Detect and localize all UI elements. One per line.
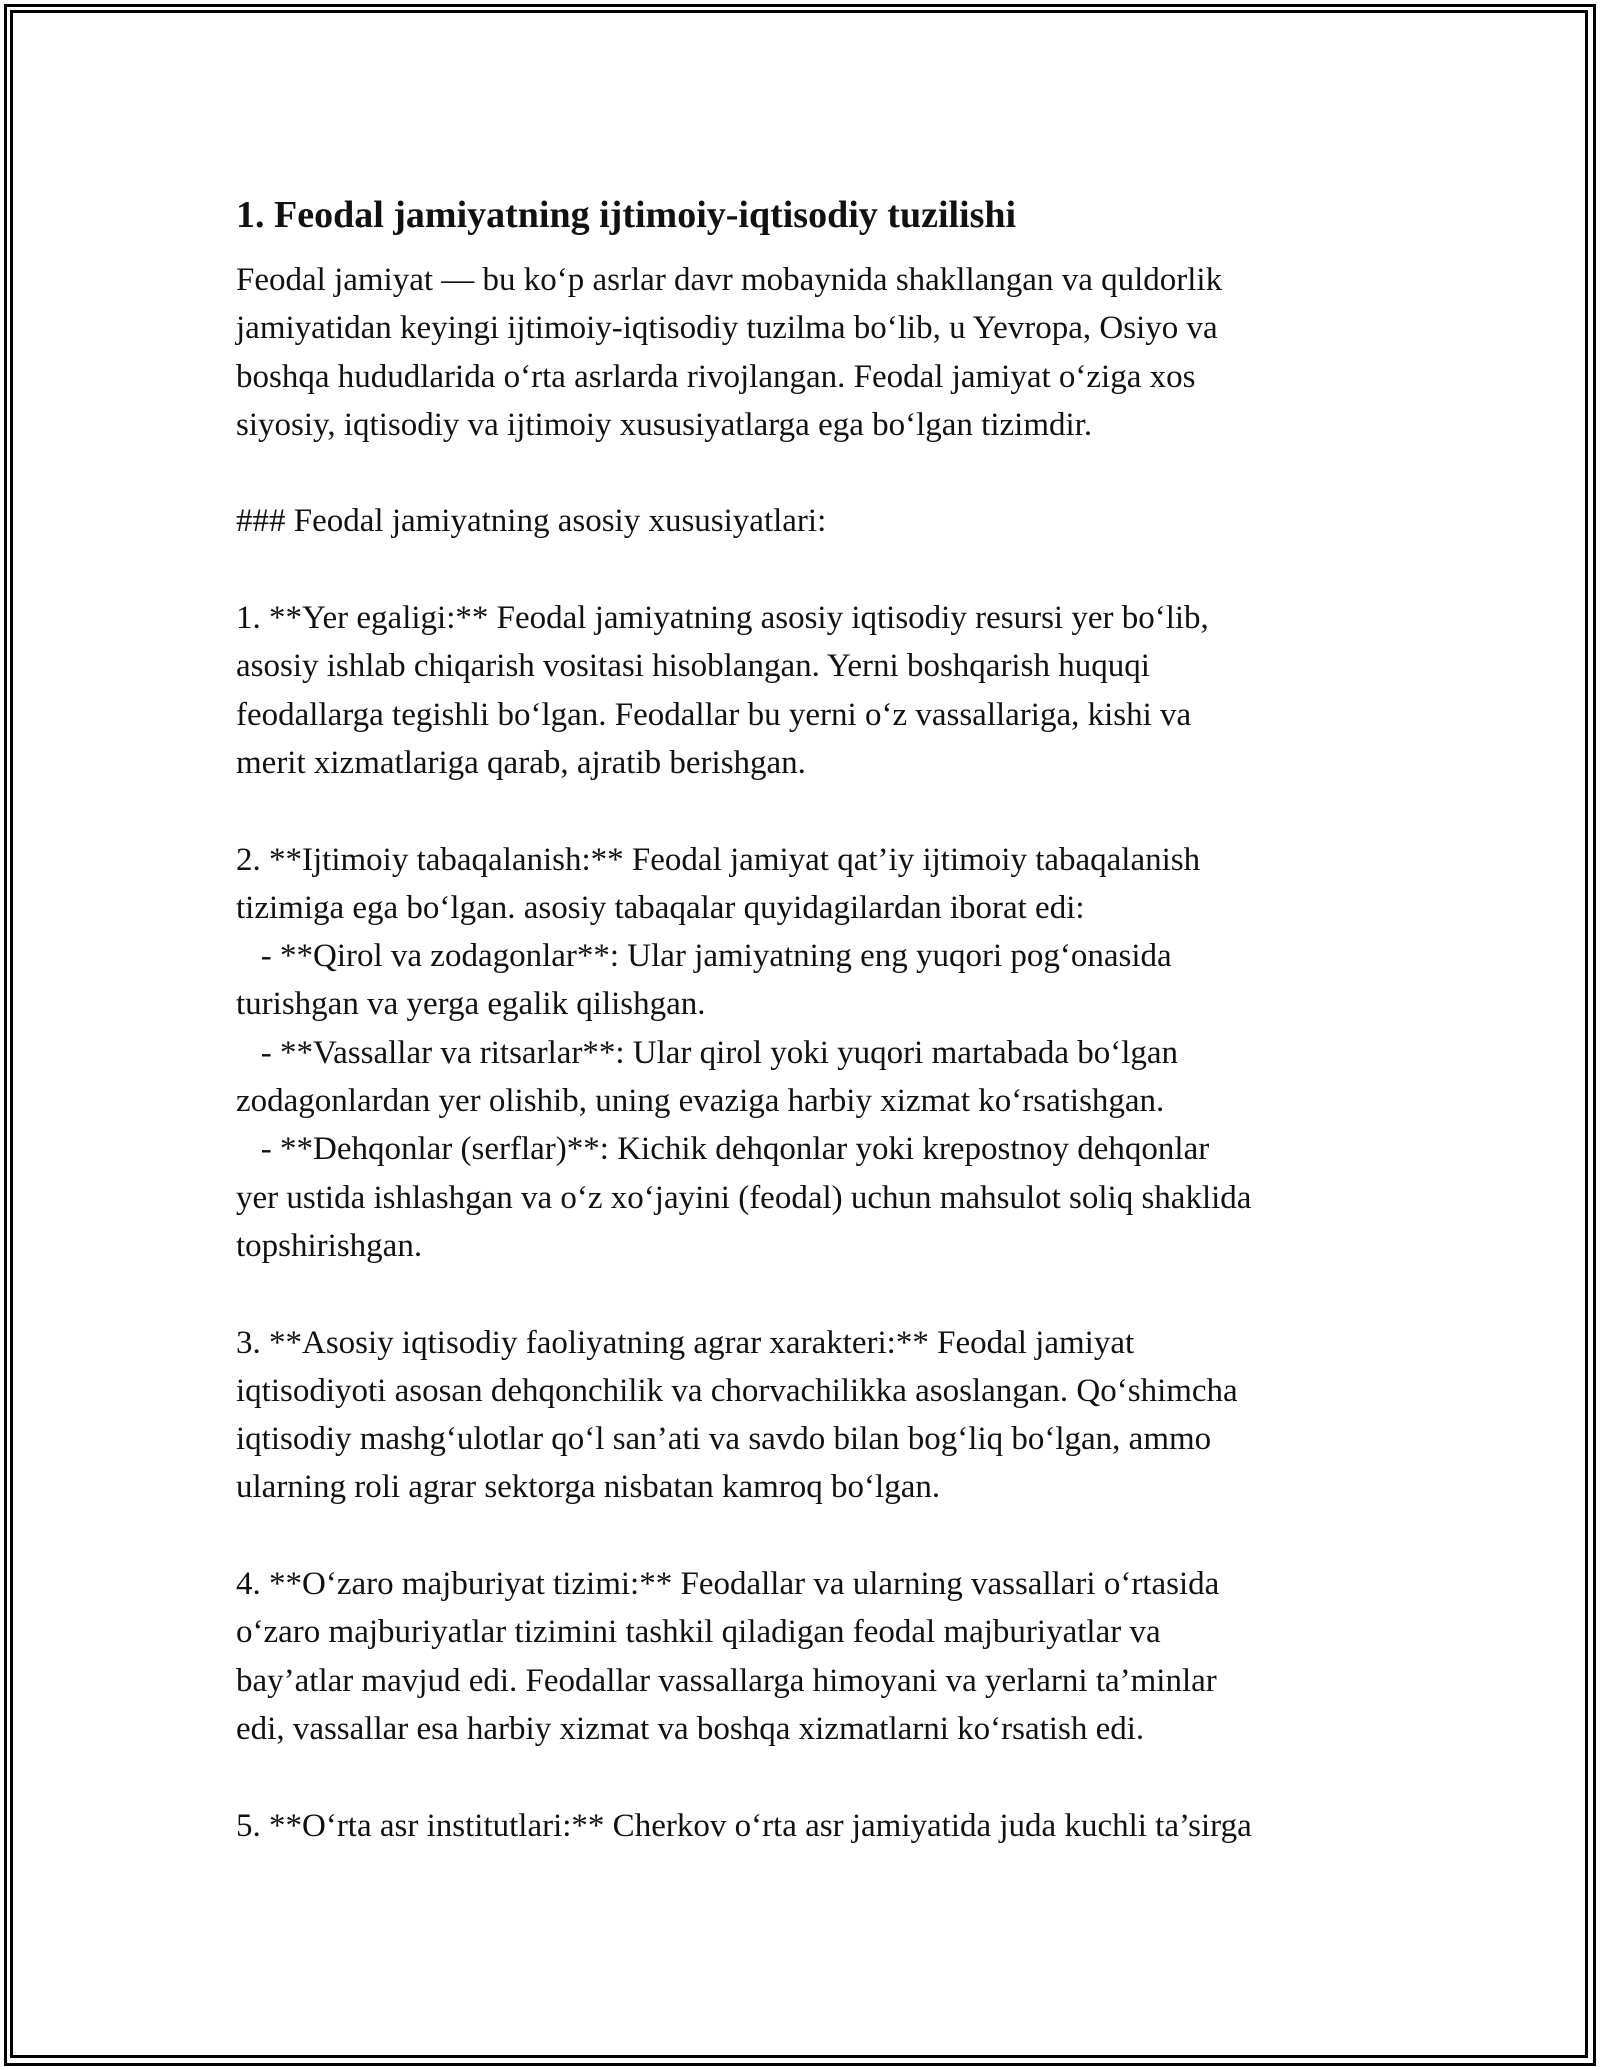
text-line: ularning roli agrar sektorga nisbatan kamroq bo‘lgan. <box>236 1469 941 1506</box>
text-line: turishgan va yerga egalik qilishgan. <box>236 986 706 1023</box>
text-line: iqtisodiy mashg‘ulotlar qo‘l san’ati va savdo bilan bog‘liq bo‘lgan, ammo <box>236 1421 1212 1458</box>
document-body <box>236 256 1396 1850</box>
text-line: iqtisodiyoti asosan dehqonchilik va chorvachilikka asoslangan. Qo‘shimcha <box>236 1372 1238 1409</box>
text-line: 2. **Ijtimoiy tabaqalanish:** Feodal jamiyat qat’iy ijtimoiy tabaqalanish <box>236 841 1201 878</box>
text-line: jamiyatidan keyingi ijtimoiy-iqtisodiy tuzilma bo‘lib, u Yevropa, Osiyo va <box>236 310 1218 347</box>
text-line: boshqa hududlarida o‘rta asrlarda rivojlangan. Feodal jamiyat o‘ziga xos <box>236 358 1196 395</box>
blank-line <box>236 546 1396 594</box>
blank-line <box>236 1753 1396 1801</box>
document-page <box>236 186 1396 1850</box>
text-line: - **Vassallar va ritsarlar**: Ular qirol yoki yuqori martabada bo‘lgan <box>236 1034 1179 1071</box>
text-line: edi, vassallar esa harbiy xizmat va boshqa xizmatlarni ko‘rsatish edi. <box>236 1710 1145 1747</box>
text-line: merit xizmatlariga qarab, ajratib berishgan. <box>236 744 806 781</box>
text-line: yer ustida ishlashgan va o‘z xo‘jayini (feodal) uchun mahsulot soliq shaklida <box>236 1179 1252 1216</box>
document-title: 1. Feodal jamiyatning ijtimoiy-iqtisodiy tuzilishi <box>236 194 1017 236</box>
text-line: 4. **O‘zaro majburiyat tizimi:** Feodallar va ularning vassallari o‘rtasida <box>236 1566 1220 1603</box>
blank-line <box>236 787 1396 835</box>
text-line: ### Feodal jamiyatning asosiy xususiyatlari: <box>236 503 827 540</box>
text-line: - **Dehqonlar (serflar)**: Kichik dehqonlar yoki krepostnoy dehqonlar <box>236 1131 1210 1168</box>
text-line: Feodal jamiyat — bu ko‘p asrlar davr mobaynida shakllangan va quldorlik <box>236 262 1223 298</box>
text-line: siyosiy, iqtisodiy va ijtimoiy xususiyatlarga ega bo‘lgan tizimdir. <box>236 406 1093 443</box>
text-line: zodagonlardan yer olishib, uning evaziga harbiy xizmat ko‘rsatishgan. <box>236 1083 1165 1120</box>
text-line: 5. **O‘rta asr institutlari:** Cherkov o‘rta asr jamiyatida juda kuchli ta’sirga <box>236 1807 1252 1844</box>
text-line: o‘zaro majburiyatlar tizimini tashkil qiladigan feodal majburiyatlar va <box>236 1614 1161 1651</box>
text-line: 1. **Yer egaligi:** Feodal jamiyatning asosiy iqtisodiy resursi yer bo‘lib, <box>236 600 1209 637</box>
blank-line <box>236 449 1396 497</box>
text-line: 3. **Asosiy iqtisodiy faoliyatning agrar xarakteri:** Feodal jamiyat <box>236 1324 1135 1361</box>
text-line: topshirishgan. <box>236 1227 423 1264</box>
text-line: - **Qirol va zodagonlar**: Ular jamiyatning eng yuqori pog‘onasida <box>236 938 1172 975</box>
text-line: bay’atlar mavjud edi. Feodallar vassallarga himoyani va yerlarni ta’minlar <box>236 1662 1217 1699</box>
text-line: asosiy ishlab chiqarish vositasi hisoblangan. Yerni boshqarish huquqi <box>236 648 1150 685</box>
text-line: feodallarga tegishli bo‘lgan. Feodallar bu yerni o‘z vassallariga, kishi va <box>236 696 1192 733</box>
blank-line <box>236 1512 1396 1560</box>
blank-line <box>236 1270 1396 1318</box>
text-line: tizimiga ega bo‘lgan. asosiy tabaqalar quyidagilardan iborat edi: <box>236 889 1085 926</box>
